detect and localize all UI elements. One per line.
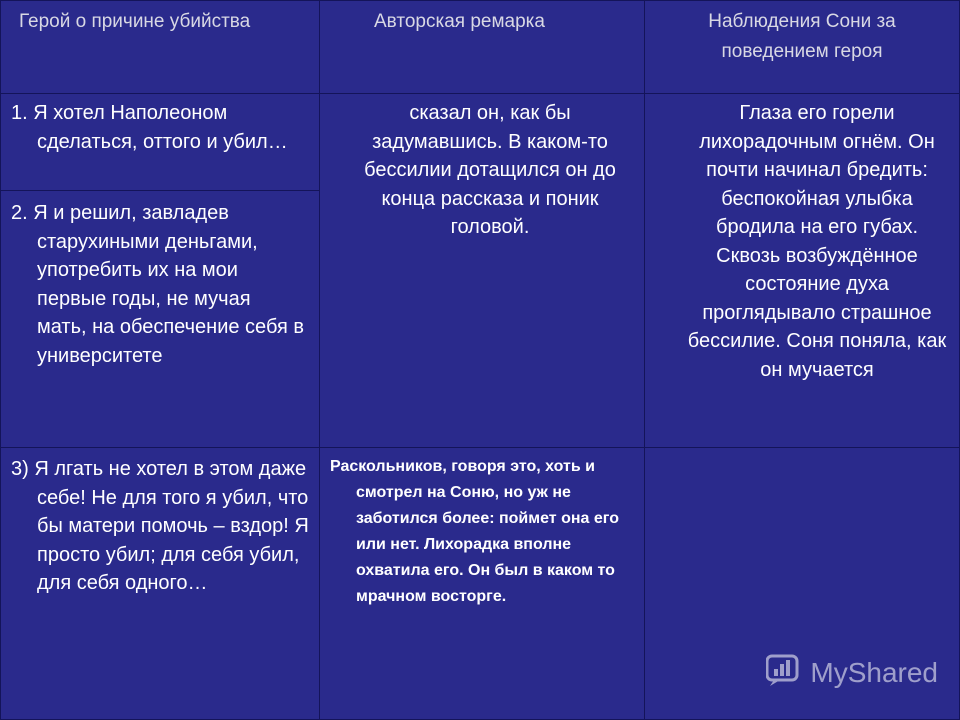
row2-hero-cell [0,190,320,448]
merged-remark-cell [319,93,645,448]
row2-hero-text: 2. Я и решил, завладев старухиными деньгами, употребить их на мои первые годы, не мучая мать, на обеспечение себя в университете [11,202,304,367]
header-cell-remark [319,0,645,94]
row1-hero-text: 1. Я хотел Наполеоном сделаться, оттого и убил… [11,102,288,153]
header-cell-observation [644,0,960,94]
row3-hero-text: 3) Я лгать не хотел в этом даже себе! Не для того я убил, что бы матери помочь – вздор! Я просто убил; для себя убил, для себя одного… [11,458,309,594]
row3-hero-cell [0,447,320,720]
merged-remark-text: сказал он, как бы задумавшись. В каком-то бессилии дотащился он до конца рассказа и поник головой. [364,102,616,238]
myshared-logo-icon [766,653,802,692]
header-hero-label: Герой о причине убийства [19,11,251,32]
header-cell-hero [0,0,320,94]
row3-remark-text: Раскольников, говоря это, хоть и смотрел на Соню, но уж не заботился более: поймет она его или нет. Лихорадка вполне охватила его. Он был в каком то мрачном восторге. [330,458,619,605]
row3-remark-cell [319,447,645,720]
watermark-text: MyShared [810,656,938,688]
header-remark-label: Авторская ремарка [374,11,545,32]
merged-observation-text: Глаза его горели лихорадочным огнём. Он почти начинал бредить: беспокойная улыбка бродила на его губах. Сквозь возбуждённое состояние духа проглядывало страшное бессилие. Соня поняла, как он мучается [687,102,947,381]
watermark [766,653,938,692]
row1-hero-cell [0,93,320,191]
merged-observation-cell [644,93,960,448]
header-observation-label: Наблюдения Сони за поведением героя [708,11,896,62]
